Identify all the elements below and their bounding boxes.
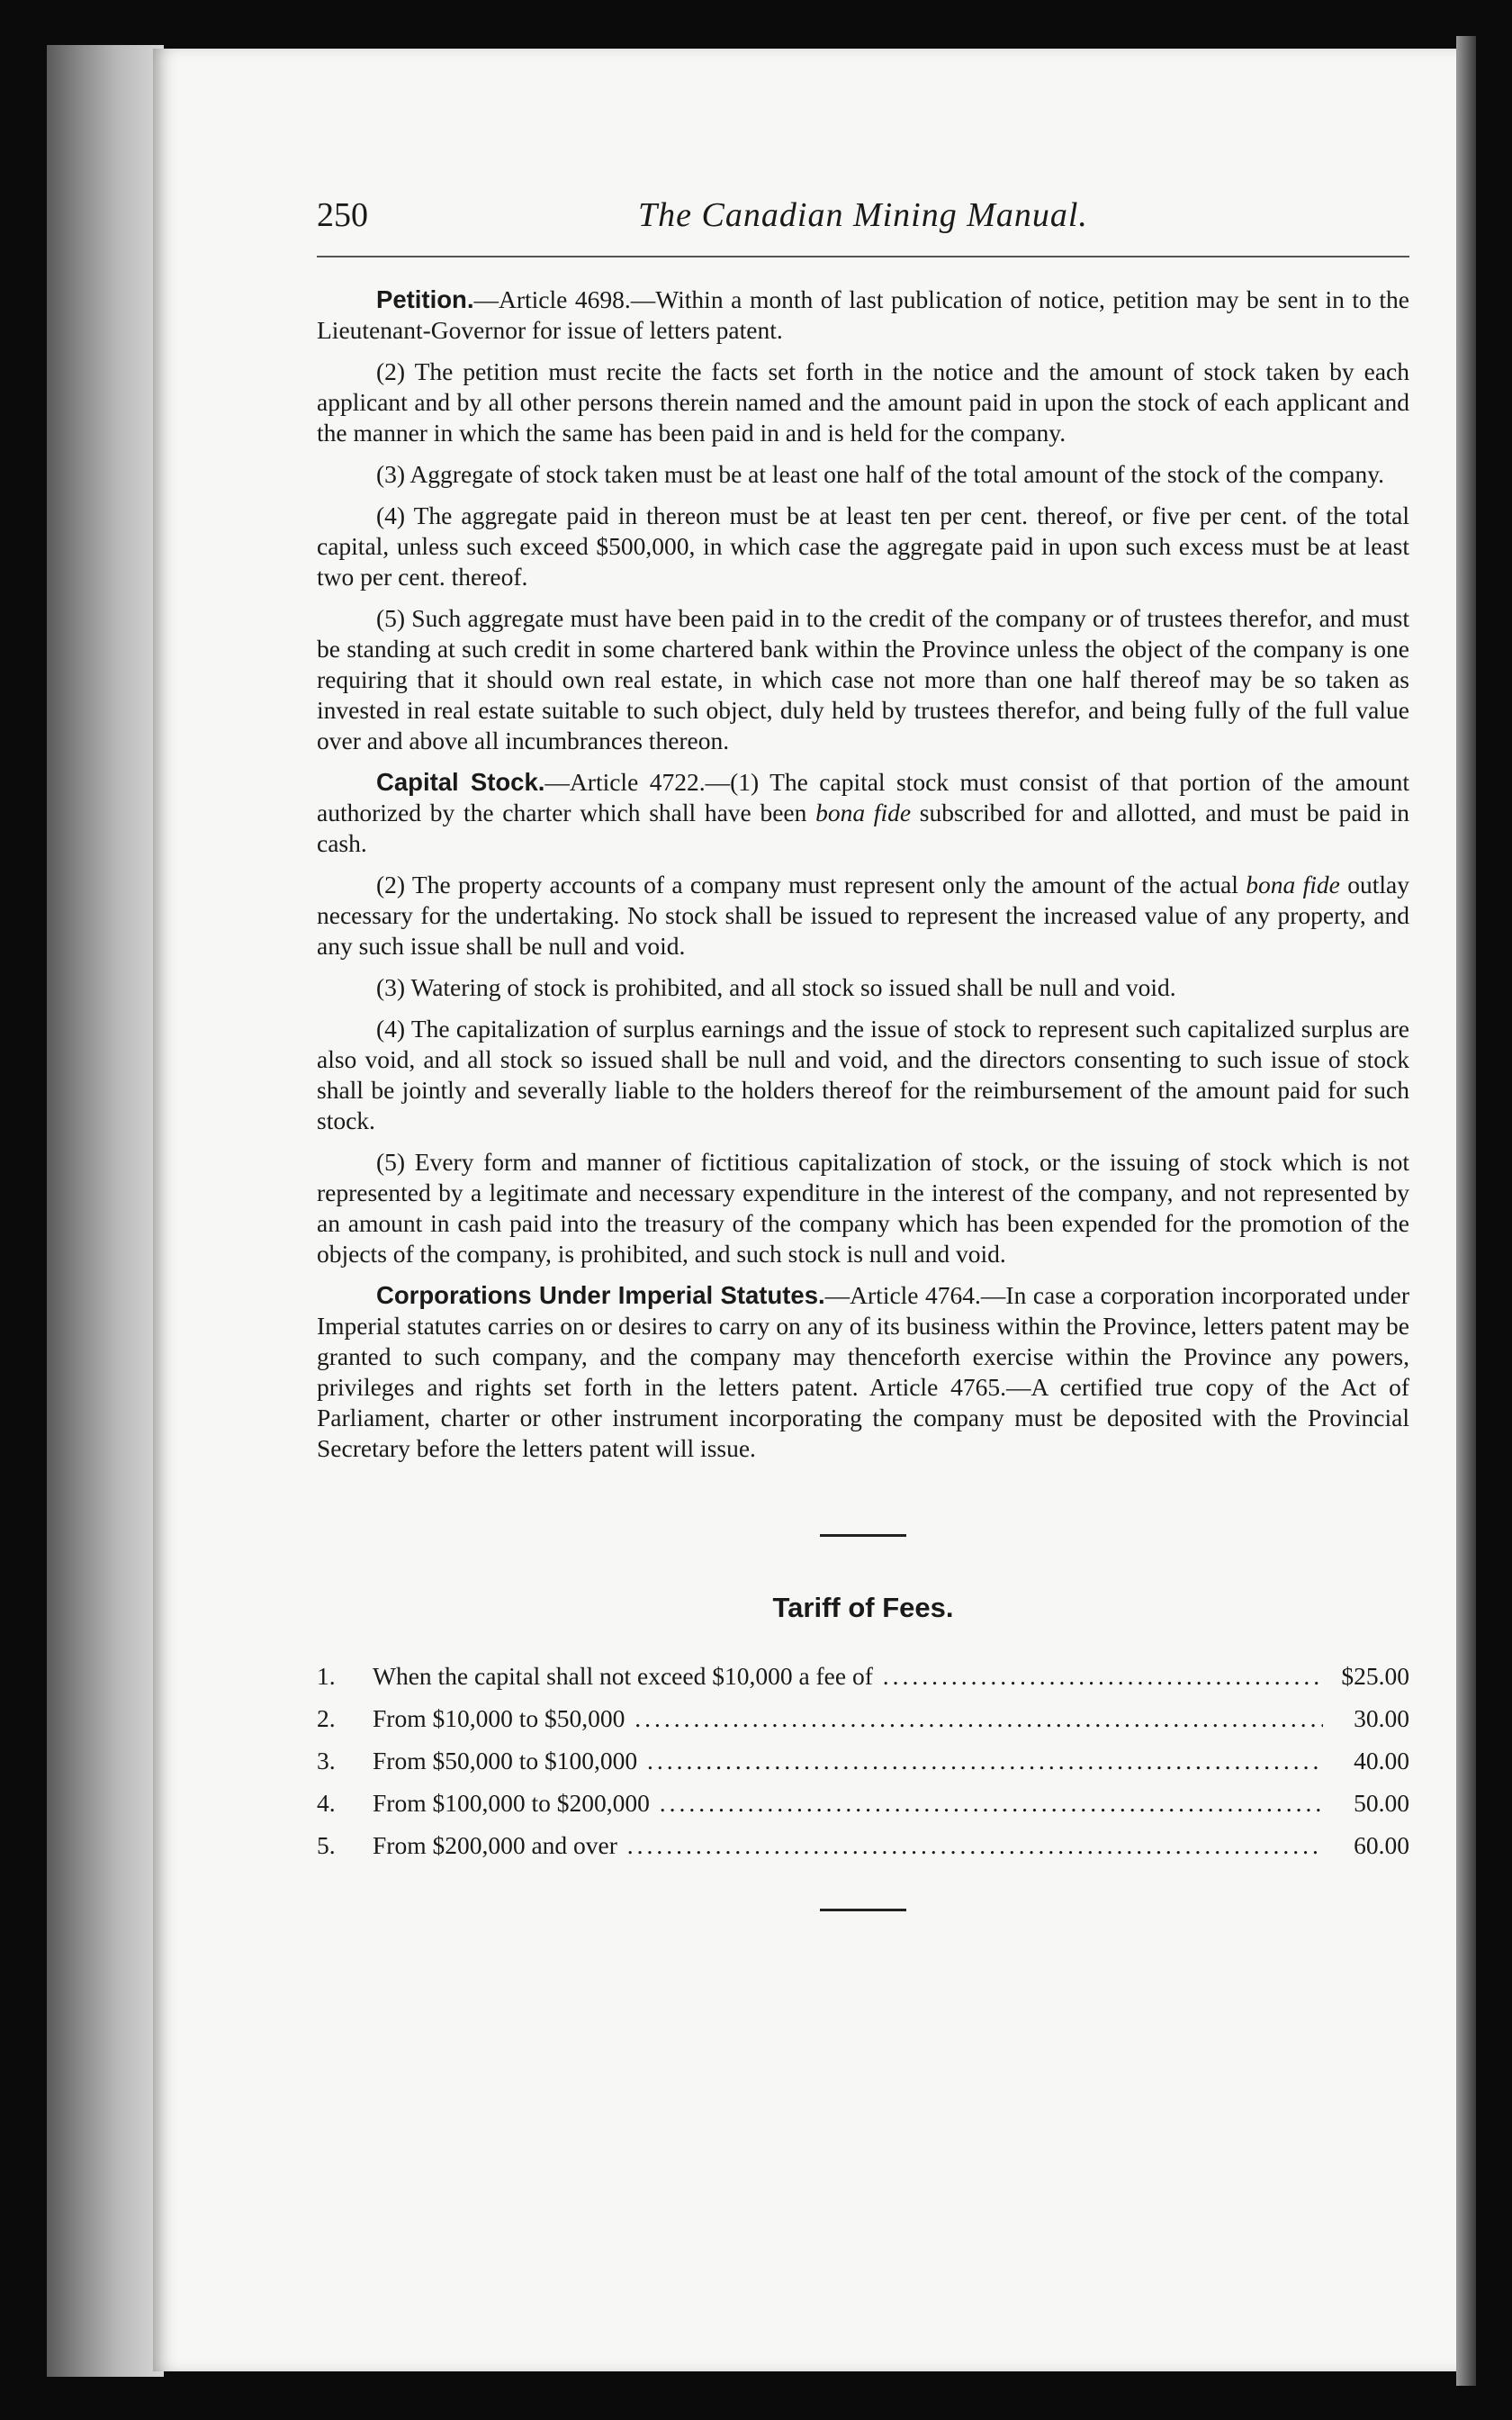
row-number: 5.	[317, 1831, 336, 1859]
tariff-row	[317, 1703, 1409, 1746]
paragraph-imperial-statutes: Corporations Under Imperial Statutes.—Article 4764.—In case a corporation incorporated under Imperial statutes carries on or desires to carry on any of its business within the Province, letters patent may be granted to such company, and the company may thenceforth exercise within the Province any powers, privileges and rights set forth in the letters patent. Article 4765.—A certified true copy of the Act of Parliament, charter or other instrument incorporating the company must be deposited with the Provincial Secretary before the letters patent will issue.	[317, 1281, 1409, 1462]
tariff-row	[317, 1788, 1409, 1830]
italic-term: bona fide	[815, 799, 912, 826]
paragraph-capital-stock: Capital Stock.—Article 4722.—(1) The capital stock must consist of that portion of the amount authorized by the charter which shall have been bona fide subscribed for and allotted, and must be paid in cash.	[317, 768, 1410, 857]
row-description: From $100,000 to $200,000 .....	[373, 1788, 1323, 1819]
paragraph-petition: Petition.—Article 4698.—Within a month of last publication of notice, petition may be sent in to the Lieutenant-Governor for issue of letters patent.	[317, 285, 1409, 344]
section-heading: Petition.	[376, 285, 474, 313]
page-right-edge	[1456, 36, 1476, 2386]
page-stack-edge	[47, 45, 164, 2377]
row-amount: 30.00	[1354, 1704, 1409, 1732]
paragraph: (4) The capitalization of surplus earnings and the issue of stock to represent such capitalized surplus are also void, and all stock so issued shall be null and void, and the directors consenting to such issue of stock shall be jointly and severally liable to the holders thereof for the reimbursement of the amount paid for such stock.	[317, 1015, 1409, 1134]
row-number: 3.	[317, 1747, 336, 1774]
row-amount: $25.00	[1341, 1662, 1409, 1690]
italic-term: bona fide	[1246, 871, 1340, 898]
row-number: 2.	[317, 1704, 336, 1732]
running-head	[317, 189, 1409, 257]
row-amount: 40.00	[1354, 1747, 1409, 1774]
row-description: From $10,000 to $50,000 .....	[373, 1703, 1323, 1734]
tariff-row	[317, 1661, 1409, 1703]
row-amount: 60.00	[1354, 1831, 1409, 1859]
tariff-row	[317, 1830, 1409, 1873]
row-description: When the capital shall not exceed $10,000 a fee of .....	[373, 1661, 1323, 1692]
row-amount: 50.00	[1354, 1789, 1409, 1817]
closing-rule	[820, 1909, 906, 1911]
tariff-title: Tariff of Fees.	[772, 1592, 954, 1623]
paragraph: (4) The aggregate paid in thereon must be at least ten per cent. thereof, or five per cent. of the total capital, unless such exceed $500,000, in which case the aggregate paid in upon such excess must be at least two per cent. thereof.	[317, 501, 1409, 591]
row-number: 4.	[317, 1789, 336, 1817]
paragraph: (2) The property accounts of a company must represent only the amount of the actual bona fide outlay necessary for the undertaking. No stock shall be issued to represent the increased value of any property, and any such issue shall be null and void.	[317, 871, 1409, 960]
page-number: 250	[317, 196, 368, 234]
tariff-row	[317, 1746, 1409, 1788]
page-content	[317, 189, 1409, 1911]
row-description: From $50,000 to $100,000 .....	[373, 1746, 1323, 1776]
paragraph: (5) Such aggregate must have been paid in to the credit of the company or of trustees therefor, and must be standing at such credit in some chartered bank within the Province unless the object of the company is one requiring that it should own real estate, in which case not more than one half thereof may be so taken as invested in real estate suitable to such object, duly held by trustees therefor, and being fully of the full value over and above all incumbrances thereon.	[317, 604, 1409, 754]
section-heading: Corporations Under Imperial Statutes.	[376, 1281, 825, 1309]
running-title: The Canadian Mining Manual.	[638, 196, 1088, 234]
row-description: From $200,000 and over .....	[373, 1830, 1323, 1861]
section-rule	[820, 1534, 906, 1537]
paragraph: (3) Watering of stock is prohibited, and all stock so issued shall be null and void.	[376, 973, 1176, 1001]
row-number: 1.	[317, 1662, 336, 1690]
tariff-table	[317, 1661, 1409, 1873]
paragraph: (2) The petition must recite the facts set forth in the notice and the amount of stock taken by each applicant and by all other persons therein named and the amount paid in upon the stock of each applicant and the manner in which the same has been paid in and is held for the company.	[317, 357, 1409, 447]
paragraph: (5) Every form and manner of fictitious capitalization of stock, or the issuing of stock which is not represented by a legitimate and necessary expenditure in the interest of the company, and not represented by an amount in cash paid into the treasury of the company which has been expended for the promotion of the objects of the company, is prohibited, and such stock is null and void.	[317, 1148, 1409, 1268]
section-heading: Capital Stock.	[376, 768, 545, 796]
paragraph: (3) Aggregate of stock taken must be at least one half of the total amount of the stock of the company.	[376, 460, 1385, 488]
